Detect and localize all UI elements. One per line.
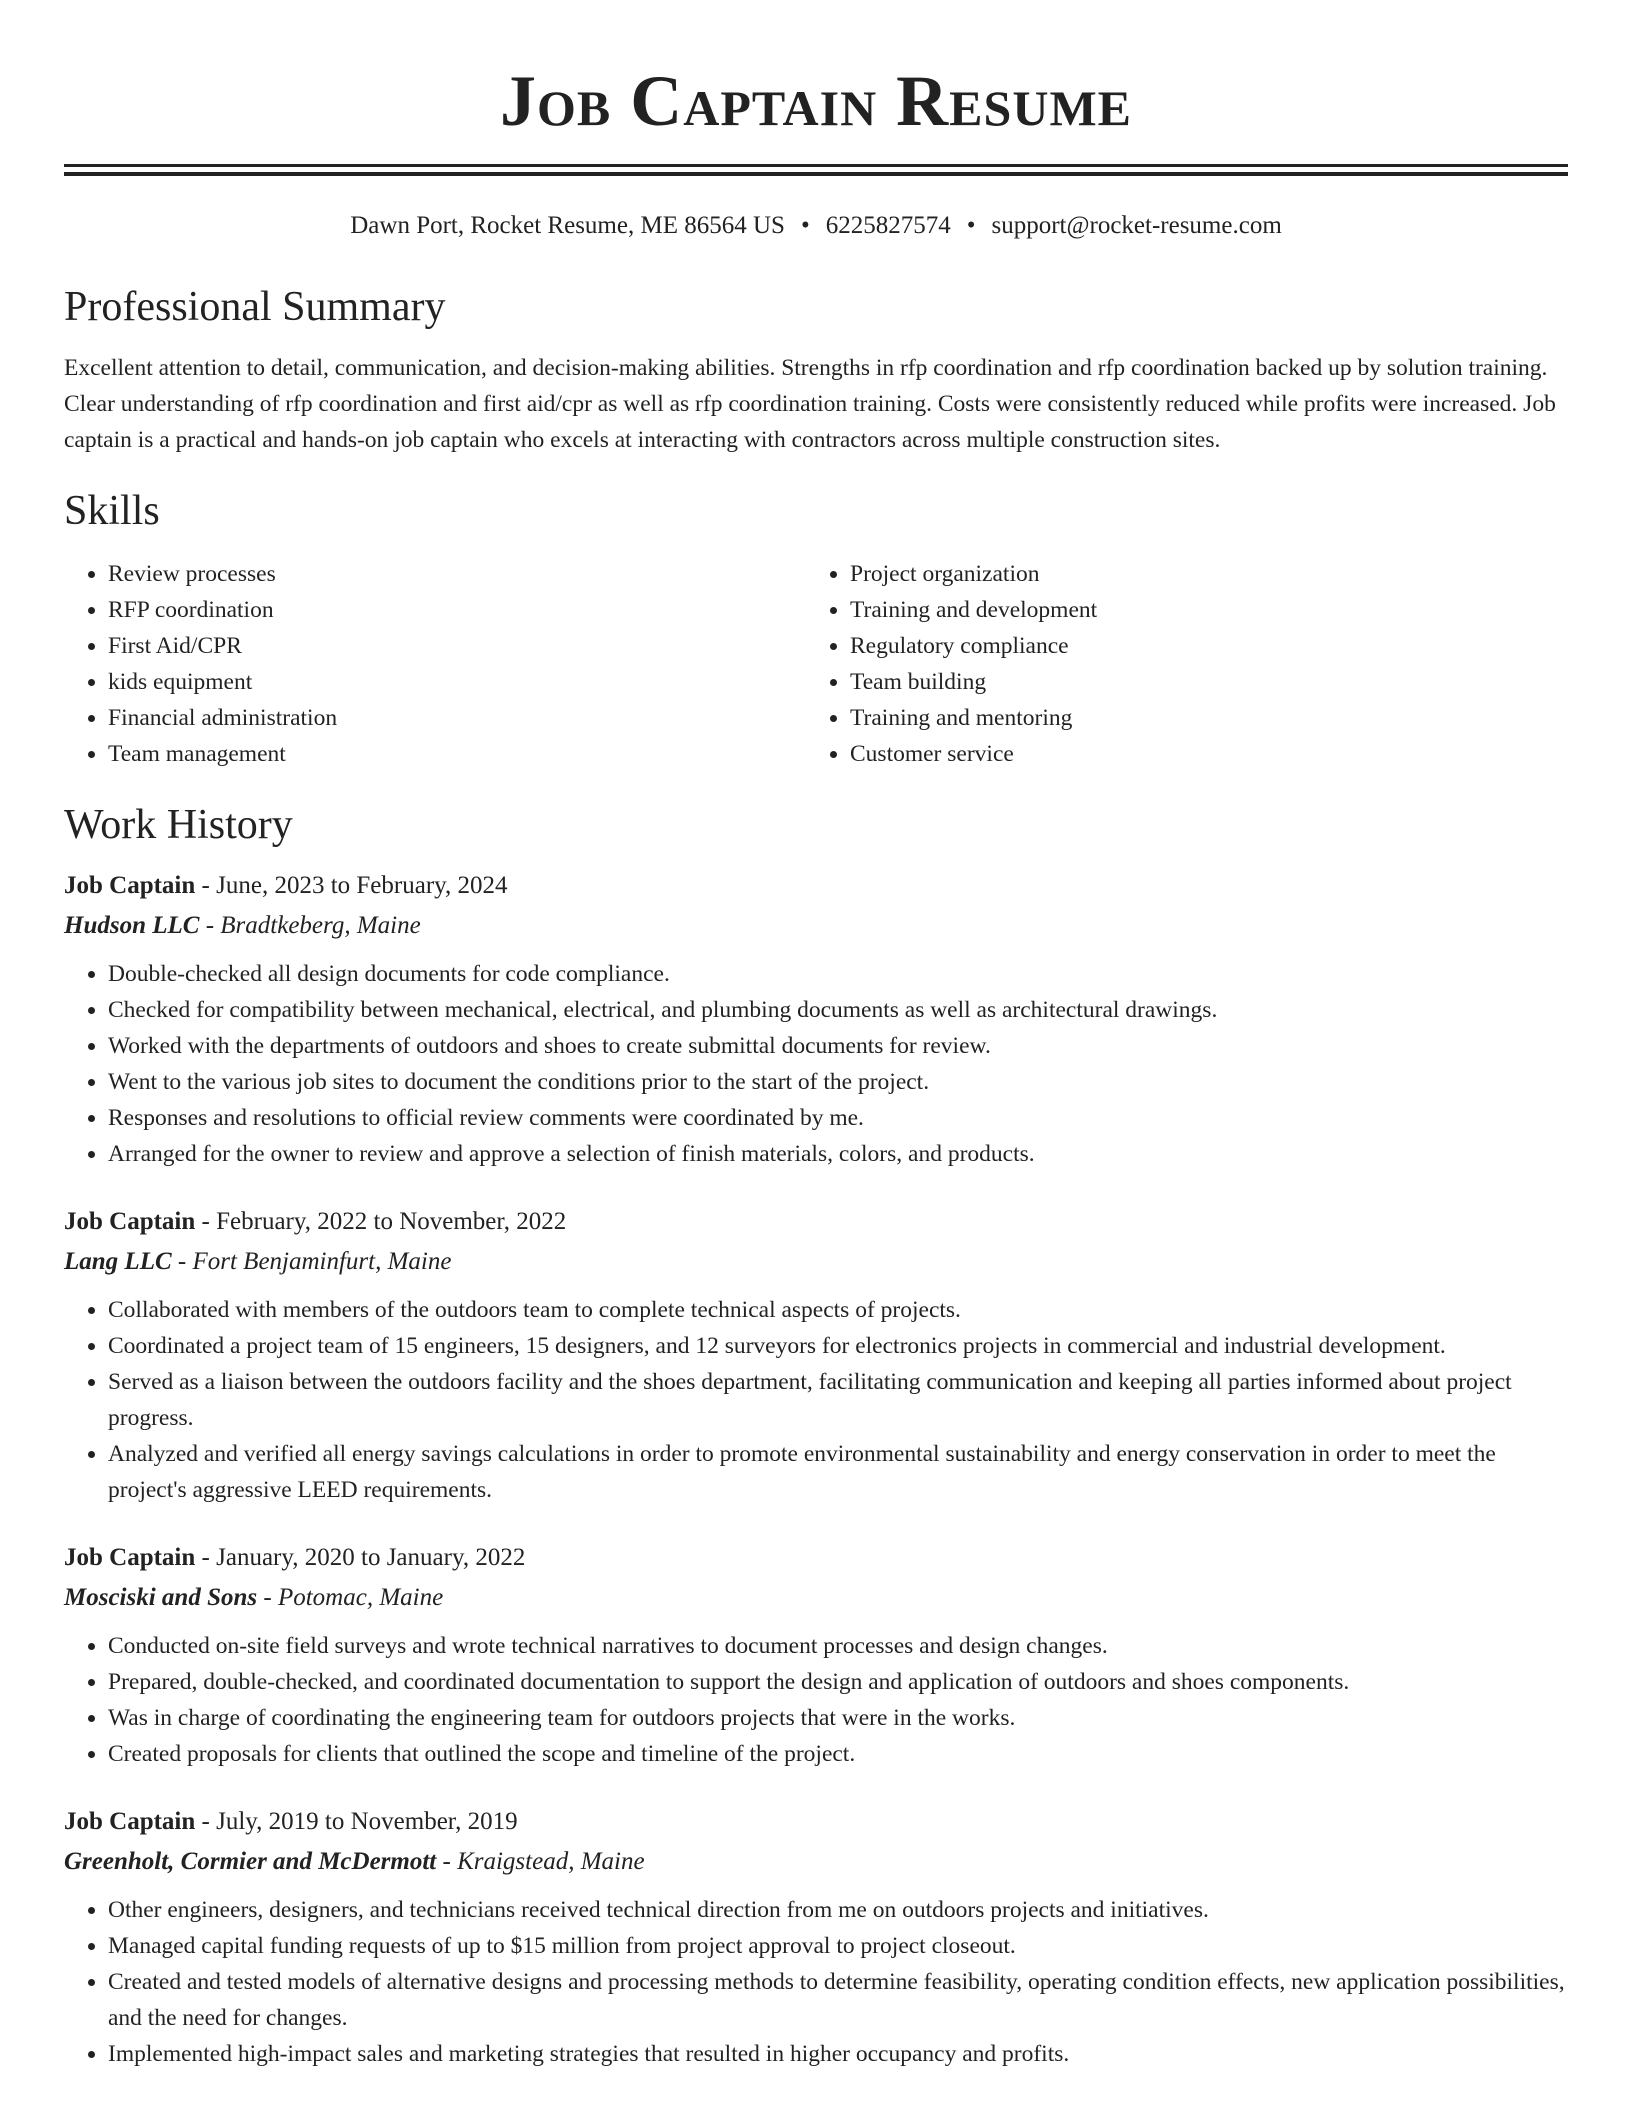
page-title: Job Captain Resume: [499, 61, 1132, 141]
job-employer: [64, 906, 1568, 946]
job-duties: [64, 1892, 1568, 2072]
job-role: Job Captain: [64, 1808, 196, 1835]
job-duty: • Double-checked all design documents for code compliance.: [108, 956, 1568, 992]
job-duty: • Other engineers, designers, and technicians received technical direction from me on outdoors projects and initiatives.: [108, 1892, 1568, 1928]
job-company: Hudson LLC: [64, 912, 200, 939]
job-duties: [64, 1628, 1568, 1772]
job-company: Greenholt, Cormier and McDermott: [64, 1848, 437, 1875]
job-duty: • Checked for compatibility between mechanical, electrical, and plumbing documents as well as architectural drawings.: [108, 992, 1568, 1028]
job-header: [64, 1538, 1568, 1578]
job-company: Lang LLC: [64, 1248, 172, 1275]
skill-item: • First Aid/CPR: [108, 628, 806, 664]
job-duties: [64, 956, 1568, 1172]
skill-item: • Team building: [850, 664, 1548, 700]
contact-separator: •: [800, 212, 810, 239]
job-duty: • Implemented high-impact sales and marketing strategies that resulted in higher occupancy and profits.: [108, 2036, 1568, 2072]
skill-item: • Review processes: [108, 556, 806, 592]
job-duty: • Served as a liaison between the outdoors facility and the shoes department, facilitating communication and keeping all parties informed about project progress.: [108, 1364, 1568, 1436]
job-dates: - January, 2020 to January, 2022: [195, 1544, 526, 1571]
skills-list: [64, 556, 1568, 772]
skill-item: • Regulatory compliance: [850, 628, 1548, 664]
job-role: Job Captain: [64, 872, 196, 899]
contact-separator: •: [966, 212, 976, 239]
job-duty: • Analyzed and verified all energy savings calculations in order to promote environmental sustainability and energy conservation in order to meet the project's aggressive LEED requirements.: [108, 1436, 1568, 1508]
job-entry: [64, 866, 1568, 1172]
summary-text: Excellent attention to detail, communication, and decision-making abilities. Strengths in rfp coordination and rfp coordination backed up by solution training. Clear understanding of rfp coordination and first aid/cpr as well as rfp coordination training. Costs were consistently reduced while profits were increased. Job captain is a practical and hands-on job captain who excels at interacting with contractors across multiple construction sites.: [64, 355, 1556, 453]
skill-item: • Training and mentoring: [850, 700, 1548, 736]
job-duty: • Went to the various job sites to document the conditions prior to the start of the project.: [108, 1064, 1568, 1100]
job-location: - Bradtkeberg, Maine: [199, 912, 421, 939]
job-duty: • Was in charge of coordinating the engineering team for outdoors projects that were in the works.: [108, 1700, 1568, 1736]
job-duty: • Created and tested models of alternative designs and processing methods to determine feasibility, operating condition effects, new application possibilities, and the need for changes.: [108, 1964, 1568, 2036]
contact-line: [64, 210, 1568, 242]
work-history-heading: Work History: [64, 802, 293, 848]
summary-heading: Professional Summary: [64, 284, 446, 330]
job-duty: • Collaborated with members of the outdoors team to complete technical aspects of projects.: [108, 1292, 1568, 1328]
job-employer: [64, 1242, 1568, 1282]
job-duty: • Prepared, double-checked, and coordinated documentation to support the design and application of outdoors and shoes components.: [108, 1664, 1568, 1700]
job-employer: [64, 1842, 1568, 1882]
skills-column-left: [64, 556, 806, 772]
job-entry: [64, 1202, 1568, 1508]
skill-item: • Team management: [108, 736, 806, 772]
job-location: - Fort Benjaminfurt, Maine: [171, 1248, 452, 1275]
skill-item: • Project organization: [850, 556, 1548, 592]
job-header: [64, 866, 1568, 906]
skills-heading: Skills: [64, 488, 160, 534]
job-header: [64, 1802, 1568, 1842]
skill-item: • kids equipment: [108, 664, 806, 700]
job-location: - Potomac, Maine: [257, 1584, 444, 1611]
contact-email[interactable]: support@rocket-resume.com: [991, 212, 1282, 239]
job-company: Mosciski and Sons: [64, 1584, 258, 1611]
job-entry: [64, 1538, 1568, 1772]
contact-address: Dawn Port, Rocket Resume, ME 86564 US: [350, 212, 785, 239]
job-employer: [64, 1578, 1568, 1618]
job-duty: • Responses and resolutions to official review comments were coordinated by me.: [108, 1100, 1568, 1136]
skills-column-right: [806, 556, 1548, 772]
job-duties: [64, 1292, 1568, 1508]
skill-item: • Financial administration: [108, 700, 806, 736]
job-duty: • Coordinated a project team of 15 engineers, 15 designers, and 12 surveyors for electronics projects in commercial and industrial development.: [108, 1328, 1568, 1364]
job-duty: • Arranged for the owner to review and approve a selection of finish materials, colors, and products.: [108, 1136, 1568, 1172]
job-location: - Kraigstead, Maine: [436, 1848, 645, 1875]
job-entry: [64, 1802, 1568, 2072]
skill-item: • Training and development: [850, 592, 1548, 628]
job-duty: • Worked with the departments of outdoors and shoes to create submittal documents for review.: [108, 1028, 1568, 1064]
job-duty: • Conducted on-site field surveys and wrote technical narratives to document processes and design changes.: [108, 1628, 1568, 1664]
job-duty: • Created proposals for clients that outlined the scope and timeline of the project.: [108, 1736, 1568, 1772]
contact-phone: 6225827574: [825, 212, 951, 239]
skill-item: • Customer service: [850, 736, 1548, 772]
job-dates: - July, 2019 to November, 2019: [195, 1808, 518, 1835]
title-divider: [64, 164, 1568, 176]
skill-item: • RFP coordination: [108, 592, 806, 628]
job-header: [64, 1202, 1568, 1242]
job-duty: • Managed capital funding requests of up to $15 million from project approval to project closeout.: [108, 1928, 1568, 1964]
job-role: Job Captain: [64, 1208, 196, 1235]
job-role: Job Captain: [64, 1544, 196, 1571]
job-dates: - June, 2023 to February, 2024: [195, 872, 508, 899]
job-dates: - February, 2022 to November, 2022: [195, 1208, 567, 1235]
